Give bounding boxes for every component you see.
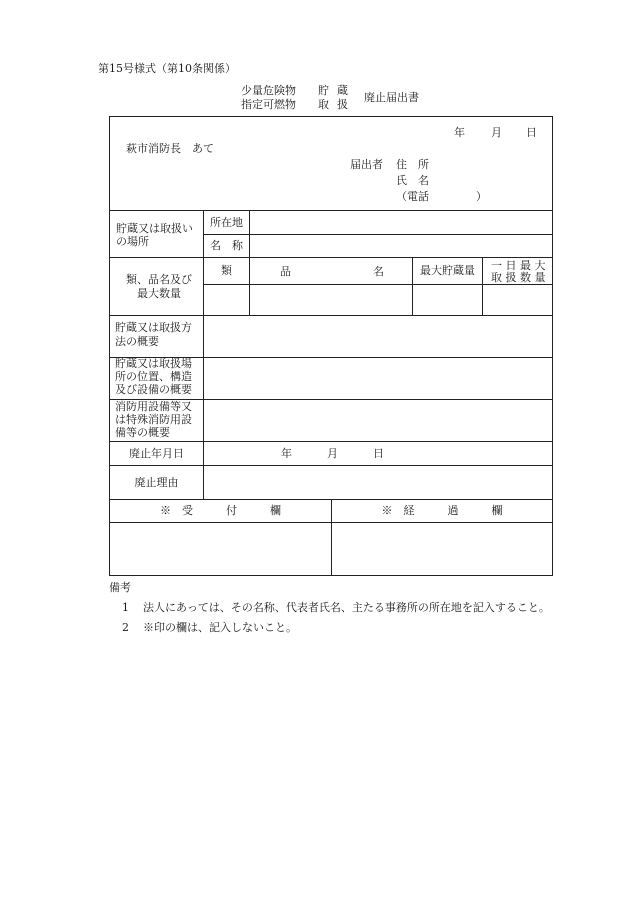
reception-label: ※ 受 付 欄: [160, 504, 281, 518]
col-item: 品: [280, 265, 291, 278]
abolition-year: 年: [281, 447, 292, 460]
address-label: 住 所: [396, 158, 429, 171]
note-text: 法人にあっては、その名称、代表者氏名、主たる事務所の所在地を記入すること。: [143, 601, 550, 614]
method-label: 貯蔵又は取扱方法の概要: [115, 321, 192, 348]
col-max-storage: 最大貯蔵量: [420, 264, 475, 278]
row-divider: [204, 234, 552, 235]
location-name-label: 名 称: [210, 239, 243, 253]
col-kind: 類: [221, 264, 232, 278]
note-number: 1: [122, 601, 129, 614]
abolition-day: 日: [373, 447, 384, 460]
note-item-1: [122, 602, 550, 613]
date-year: 年: [454, 126, 465, 139]
title-storage: 貯蔵: [318, 84, 356, 97]
form-number: 第15号様式（第10条関係）: [98, 62, 236, 75]
notes-title: 備考: [109, 581, 131, 594]
notification-form: [109, 116, 553, 576]
phone-close: ）: [476, 190, 487, 203]
abolition-reason-label: 廃止理由: [134, 475, 179, 489]
row-divider: [110, 210, 552, 211]
phone-open: （電話: [396, 190, 429, 203]
note-item-2: [122, 622, 297, 633]
kind-item-quantity-label: 類、品名及び最大数量: [126, 273, 192, 300]
title-abolition-notice: 廃止届出書: [364, 91, 419, 104]
col-name: 名: [373, 265, 384, 278]
row-divider: [110, 315, 552, 316]
date-month: 月: [491, 126, 502, 139]
location-address-label: 所在地: [210, 215, 243, 229]
note-number: 2: [122, 621, 129, 634]
col-daily-max-2: 取 扱 数 量: [491, 271, 546, 284]
col-divider: [482, 257, 483, 315]
location-label: 貯蔵又は取扱いの場所: [116, 221, 193, 248]
name-label: 氏 名: [396, 174, 429, 187]
abolition-date-label: 廃止年月日: [129, 446, 184, 460]
addressee: 萩市消防長 あて: [126, 142, 214, 155]
col-daily-max-1: 一 日 最 大: [491, 259, 546, 272]
title-handling: 取扱: [318, 98, 356, 111]
date-day: 日: [526, 126, 537, 139]
title-hazmat: 少量危険物: [241, 84, 296, 97]
firefighting-label: 消防用設備等又は特殊消防用設備等の概要: [115, 400, 192, 439]
title-combustibles: 指定可燃物: [241, 98, 296, 111]
abolition-month: 月: [327, 447, 338, 460]
facility-label: 貯蔵又は取扱場所の位置、構造及び設備の概要: [115, 357, 192, 396]
notifier-label: 届出者: [350, 158, 383, 171]
progress-label: ※ 経 過 欄: [381, 504, 503, 518]
col-divider: [249, 210, 250, 315]
note-text: ※印の欄は、記入しないこと。: [143, 621, 297, 634]
